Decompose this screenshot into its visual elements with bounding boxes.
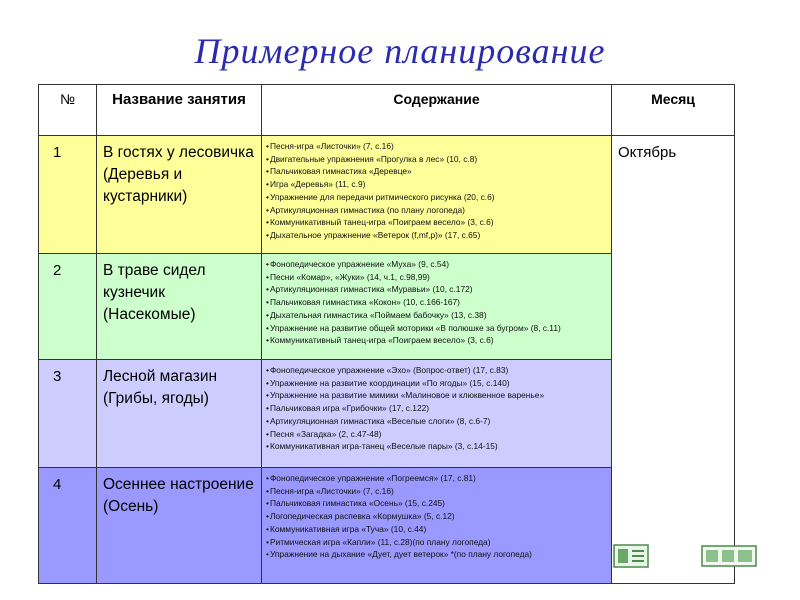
list-item: • Артикуляционная гимнастика (по плану логопеда) [266,204,609,217]
list-item: • Ритмическая игра «Капли» (11, с.28)(по плану логопеда) [266,536,609,549]
table-row [39,136,735,254]
planning-table [38,84,735,584]
row-num: 4 [39,468,97,584]
list-item: • Артикуляционная гимнастика «Муравьи» (10, с.172) [266,283,609,296]
list-item: • Пальчиковая гимнастика «Осень» (15, с.245) [266,497,609,510]
list-item: • Артикуляционная гимнастика «Веселые слоги» (8, с.6-7) [266,415,609,428]
row-name: В траве сидел кузнечик (Насекомые) [97,254,262,360]
slides-icon [700,542,758,570]
list-item: • Фонопедическое упражнение «Эхо» (Вопрос-ответ) (17, с.83) [266,364,609,377]
list-item: • Песня-игра «Листочки» (7, с.16) [266,485,609,498]
row-content [262,468,612,584]
list-item: • Упражнение на развитие координации «По ягоды» (15, с.140) [266,377,609,390]
list-item: • Упражнение на развитие мимики «Малиновое и клюквенное варенье» [266,389,609,402]
list-item: • Дыхательное упражнение «Ветерок (f,mf,p)» (17, с.65) [266,229,609,242]
list-item: • Игра «Деревья» (11, с.9) [266,178,609,191]
table-header-row [39,85,735,136]
header-num: № [39,85,97,136]
list-item: • Двигательные упражнения «Прогулка в лес» (10, с.8) [266,153,609,166]
header-name: Название занятия [97,85,262,136]
list-item: • Коммуникативный танец-игра «Поиграем весело» (3, с.6) [266,216,609,229]
list-item: • Фонопедическое упражнение «Муха» (9, с.54) [266,258,609,271]
list-item: • Песня-игра «Листочки» (7, с.16) [266,140,609,153]
list-item: • Логопедическая распевка «Кормушка» (5, с.12) [266,510,609,523]
list-item: • Коммуникативный танец-игра «Поиграем весело» (3, с.6) [266,334,609,347]
header-month: Месяц [612,85,735,136]
row-name: В гостях у лесовичка (Деревья и кустарники) [97,136,262,254]
row-name: Осеннее настроение (Осень) [97,468,262,584]
list-item: • Упражнение для передачи ритмического рисунка (20, с.6) [266,191,609,204]
list-item: • Песня «Загадка» (2, с.47-48) [266,428,609,441]
month-cell: Октябрь [612,136,735,584]
page-title: Примерное планирование [194,31,606,71]
row-name: Лесной магазин (Грибы, ягоды) [97,360,262,468]
row-num: 1 [39,136,97,254]
presentation-icon [612,542,652,570]
row-content [262,136,612,254]
row-content [262,254,612,360]
list-item: • Упражнение на развитие общей моторики «В полюшке за бугром» (8, с.11) [266,322,609,335]
list-item: • Коммуникативная игра-танец «Веселые пары» (3, с.14-15) [266,440,609,453]
list-item: • Упражнение на дыхание «Дует, дует ветерок» *(по плану логопеда) [266,548,609,561]
list-item: • Фонопедическое упражнение «Погреемся» (17, с.81) [266,472,609,485]
header-content: Содержание [262,85,612,136]
row-num: 3 [39,360,97,468]
list-item: • Пальчиковая гимнастика «Деревце» [266,165,609,178]
list-item: • Песни «Комар», «Жуки» (14, ч.1, с.98,99) [266,271,609,284]
list-item: • Пальчиковая гимнастика «Кокон» (10, с.166-167) [266,296,609,309]
list-item: • Пальчиковая игра «Грибочки» (17, с.122) [266,402,609,415]
row-num: 2 [39,254,97,360]
row-content [262,360,612,468]
list-item: • Коммуникативная игра «Туча» (10, с.44) [266,523,609,536]
list-item: • Дыхательная гимнастика «Поймаем бабочку» (13, с.38) [266,309,609,322]
